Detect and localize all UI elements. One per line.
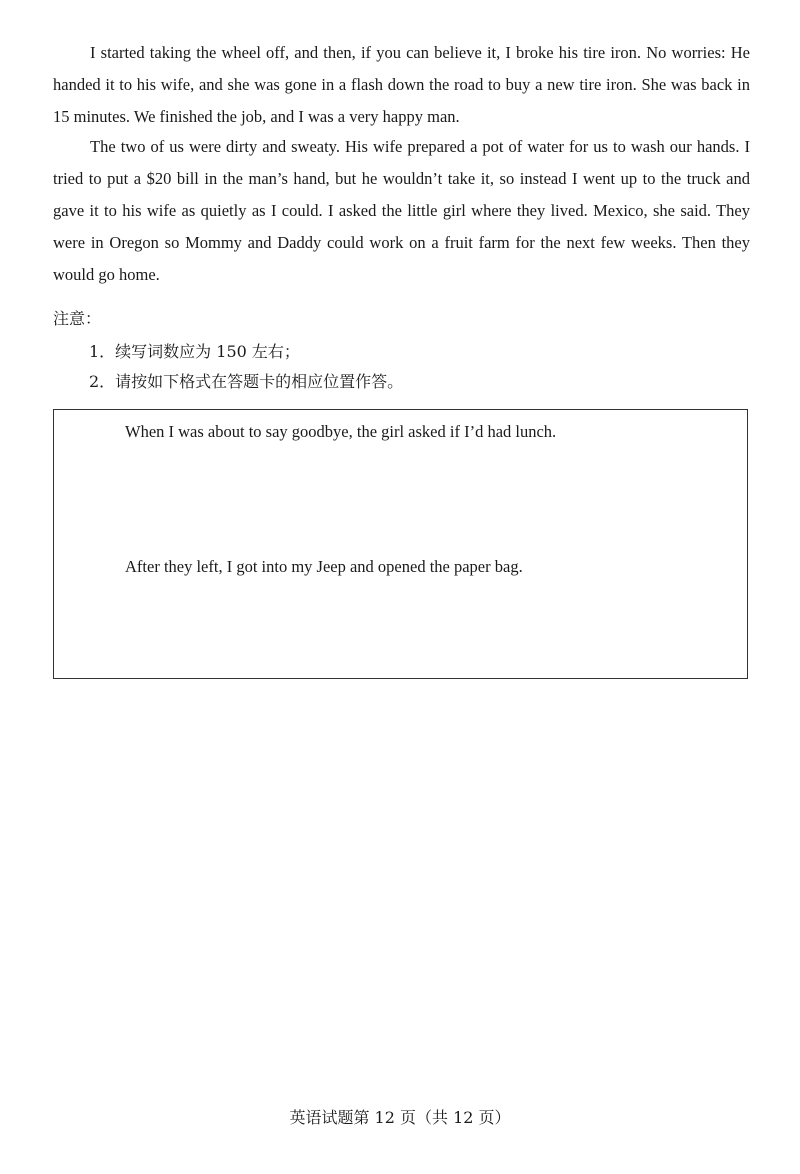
passage-paragraph-1: I started taking the wheel off, and then, if you can believe it, I broke his tire iron. No worries: He handed it to his wife, and she was gone in a flash down the road to buy a new tire iron. She was back in 15 minutes. We finished the job, and I was a very happy man.	[53, 43, 750, 126]
note-item-format: 2．请按如下格式在答题卡的相应位置作答。	[89, 372, 404, 391]
continuation-prompt-1: When I was about to say goodbye, the girl asked if I’d had lunch.	[125, 422, 557, 441]
notes-title: 注意：	[53, 309, 102, 328]
note-item-word-count: 1．续写词数应为 150 左右；	[89, 342, 300, 361]
continuation-prompt-2: After they left, I got into my Jeep and opened the paper bag.	[125, 557, 523, 576]
answer-box	[53, 409, 748, 679]
passage-paragraph-2: The two of us were dirty and sweaty. His wife prepared a pot of water for us to wash our hands. I tried to put a $20 bill in the man’s hand, but he wouldn’t take it, so instead I went up to the truck and gave it to his wife as quietly as I could. I asked the little girl where they lived. Mexico, she said. They were in Oregon so Mommy and Daddy could work on a fruit farm for the next few weeks. Then they would go home.	[53, 137, 750, 284]
page-footer: 英语试题第 12 页（共 12 页）	[289, 1108, 511, 1127]
